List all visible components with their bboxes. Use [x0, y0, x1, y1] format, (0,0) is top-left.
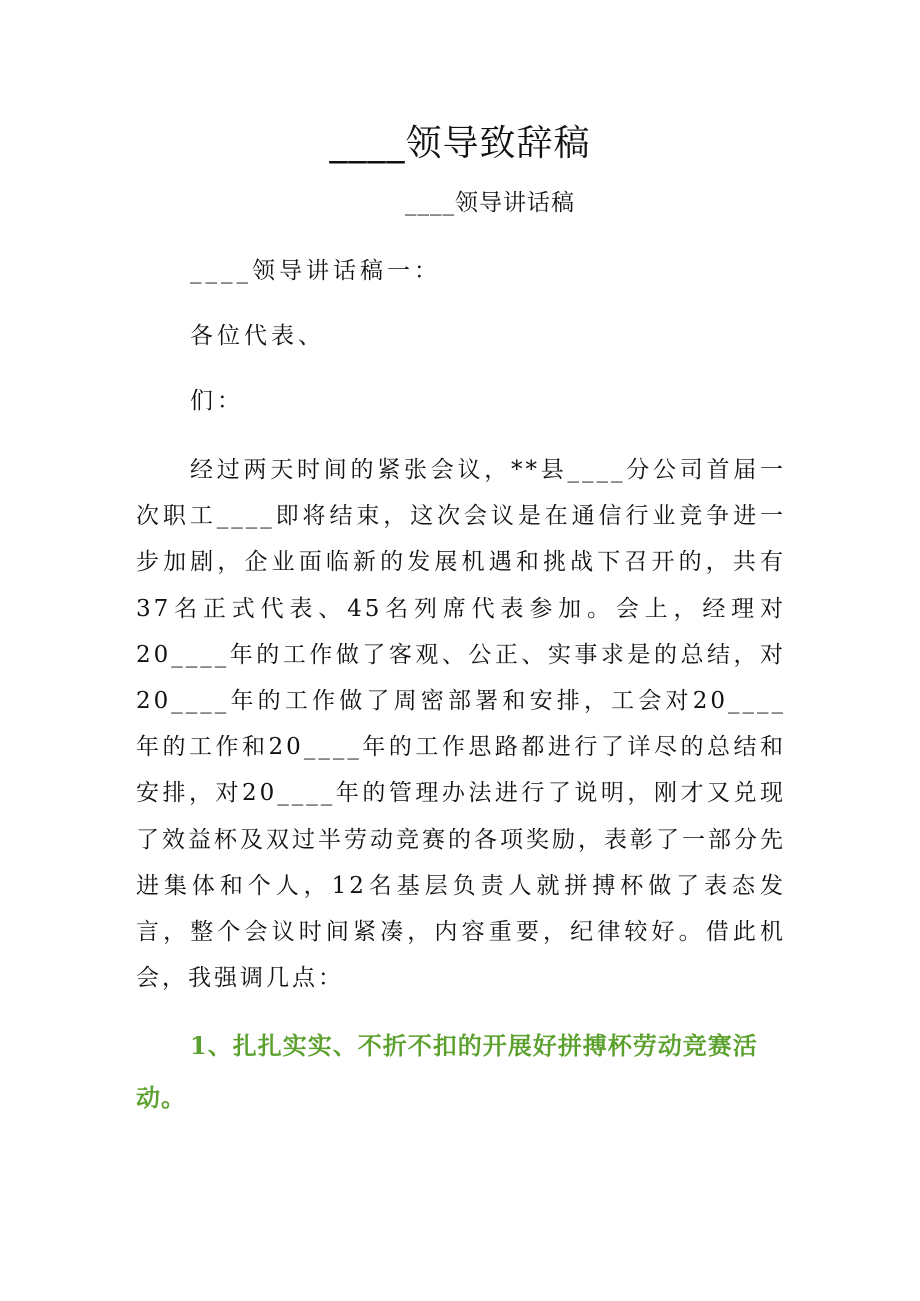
document-title: ____领导致辞稿	[329, 123, 591, 164]
section-label: ____领导讲话稿一：	[190, 258, 441, 284]
salutation-line-2: 们：	[190, 388, 244, 414]
document-subtitle: ____领导讲话稿	[405, 190, 575, 216]
section-heading-1: 1、扎扎实实、不折不扣的开展好拼搏杯劳动竞赛活动。	[136, 1031, 758, 1112]
body-paragraph: 经过两天时间的紧张会议，**县____分公司首届一次职工____即将结束，这次会议是在通信行业竞争进一步加剧，企业面临新的发展机遇和挑战下召开的，共有37名正式代表、45名列席代表参加。会上，经理对20____年的工作做了客观、公正、实事求是的总结，对20____年的工作做了周密部署和安排，工会对20____年的工作和20____年的工作思路都进行了详尽的总结和安排，对20____年的管理办法进行了说明，刚才又兑现了效益杯及双过半劳动竞赛的各项奖励，表彰了一部分先进集体和个人，12名基层负责人就拼搏杯做了表态发言，整个会议时间紧凑，内容重要，纪律较好。借此机会，我强调几点：	[136, 457, 786, 992]
salutation-line-1: 各位代表、	[190, 323, 325, 349]
